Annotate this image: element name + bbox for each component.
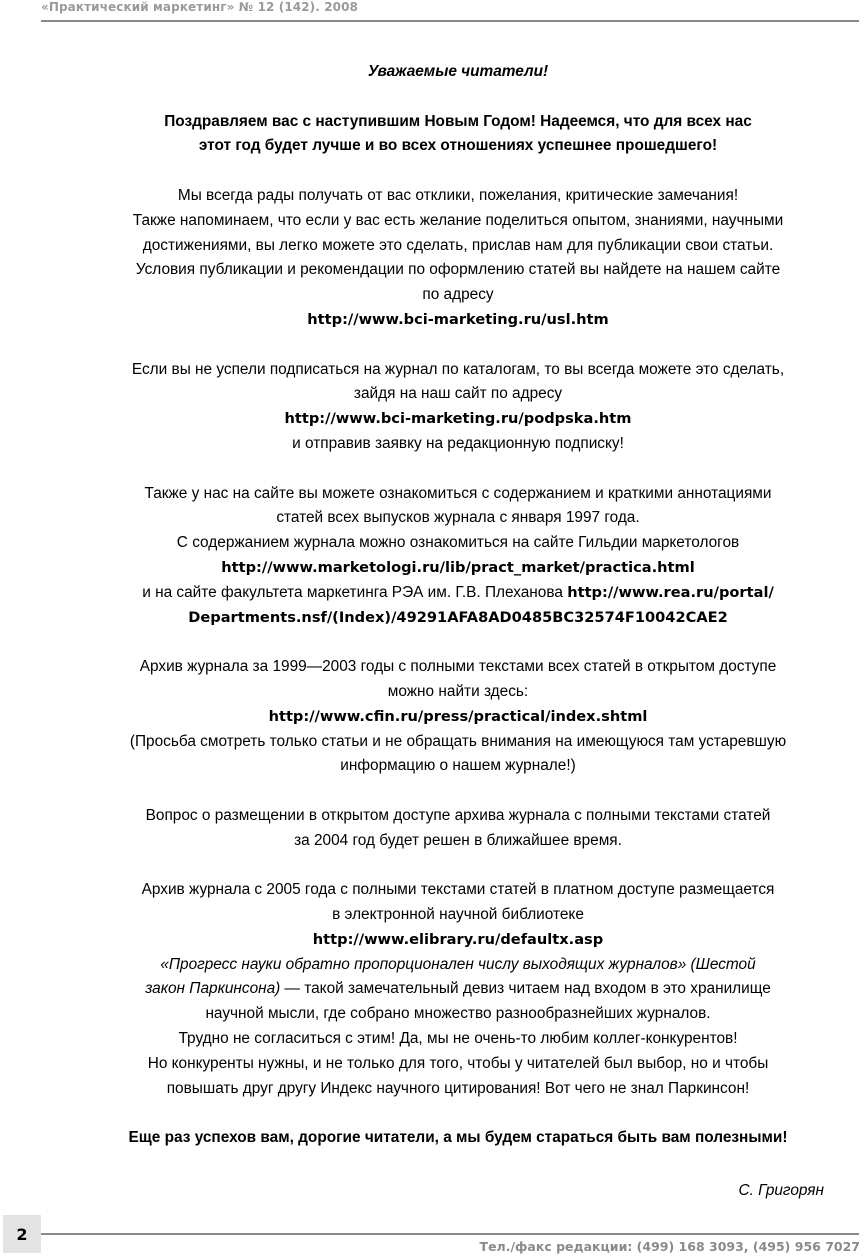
p1-line-1: Мы всегда рады получать от вас отклики, пожелания, критические замечания! [177,186,739,204]
congrats-line-1: Поздравляем вас с наступившим Новым Годом! Надеемся, что для всех нас [164,112,752,130]
p2-line-2: зайдя на наш сайт по адресу [353,385,563,403]
p5-line-2: за 2004 год будет решен в ближайшее время. [294,831,622,849]
parkinson-quote-1: «Прогресс науки обратно пропорционален числу выходящих журналов» (Шестой [160,955,756,973]
greeting: Уважаемые читатели! [367,63,549,80]
page-number: 2 [3,1215,41,1253]
p6-line-4: научной мысли, где собрано множество разнообразнейших журналов. [205,1005,711,1023]
p4-line-3: (Просьба смотреть только статьи и не обращать внимания на имеющуюся там устаревшую [129,732,787,750]
url-cfin[interactable]: http://www.cfin.ru/press/practical/index.shtml [268,707,648,725]
p6-line-1: Архив журнала с 2005 года с полными текстами статей в платном доступе размещается [141,881,775,899]
p6-line-2: в электронной научной библиотеке [332,906,584,924]
p1-line-5: по адресу [422,286,494,304]
url-marketologi[interactable]: http://www.marketologi.ru/lib/pract_market/practica.html [221,558,695,576]
url-elibrary[interactable]: http://www.elibrary.ru/defaultx.asp [312,930,604,948]
p3-line-4: и на сайте факультета маркетинга РЭА им. Г.В. Плеханова [142,583,568,601]
p4-line-2: можно найти здесь: [387,682,529,700]
p2-line-3: и отправив заявку на редакционную подписку! [292,434,624,452]
url-usl[interactable]: http://www.bci-marketing.ru/usl.htm [307,310,609,328]
running-title: «Практический маркетинг» № 12 (142). 2008 [41,0,358,14]
footer-rule [41,1233,859,1235]
letter-body [80,60,836,1151]
congrats-line-2: этот год будет лучше и во всех отношениях успешнее прошедшего! [198,137,718,155]
closing-line: Еще раз успехов вам, дорогие читатели, а мы будем стараться быть вам полезными! [128,1129,788,1147]
url-rea-part-2[interactable]: Departments.nsf/(Index)/49291AFA8AD0485BC32574F10042CAE2 [188,608,728,626]
url-rea-part-1[interactable]: http://www.rea.ru/portal/ [567,583,774,601]
p3-line-1: Также у нас на сайте вы можете ознакомиться с содержанием и краткими аннотациями [144,484,772,502]
editorial-contact: Тел./факс редакции: (499) 168 3093, (495) 956 7027 [479,1239,860,1254]
p4-line-4: информацию о нашем журнале!) [340,757,576,775]
p6-line-3: — такой замечательный девиз читаем над входом в это хранилище [280,980,771,998]
p1-line-3: достижениями, вы легко можете это сделать, прислав нам для публикации свои статьи. [142,236,774,254]
p2-line-1: Если вы не успели подписаться на журнал по каталогам, то вы всегда можете это сделать, [131,360,785,378]
p5-line-1: Вопрос о размещении в открытом доступе архива журнала с полными текстами статей [145,806,771,824]
p3-line-2: статей всех выпусков журнала с января 1997 года. [276,509,640,527]
p4-line-1: Архив журнала за 1999—2003 годы с полными текстами всех статей в открытом доступе [139,658,777,676]
p1-line-2: Также напоминаем, что если у вас есть желание поделиться опытом, знаниями, научными [132,211,784,229]
p3-line-3: С содержанием журнала можно ознакомиться на сайте Гильдии маркетологов [176,534,740,552]
parkinson-quote-2: закон Паркинсона) [145,980,281,998]
url-podpska[interactable]: http://www.bci-marketing.ru/podpska.htm [284,410,632,428]
signature: С. Григорян [738,1182,824,1199]
p6-line-5: Трудно не согласиться с этим! Да, мы не очень-то любим коллег-конкурентов! [178,1030,738,1048]
p6-line-6: Но конкуренты нужны, и не только для того, чтобы у читателей был выбор, но и чтобы [147,1054,769,1072]
running-header [41,0,859,22]
p1-line-4: Условия публикации и рекомендации по оформлению статей вы найдете на нашем сайте [135,261,781,279]
p6-line-7: повышать друг другу Индекс научного цитирования! Вот чего не знал Паркинсон! [166,1079,750,1097]
